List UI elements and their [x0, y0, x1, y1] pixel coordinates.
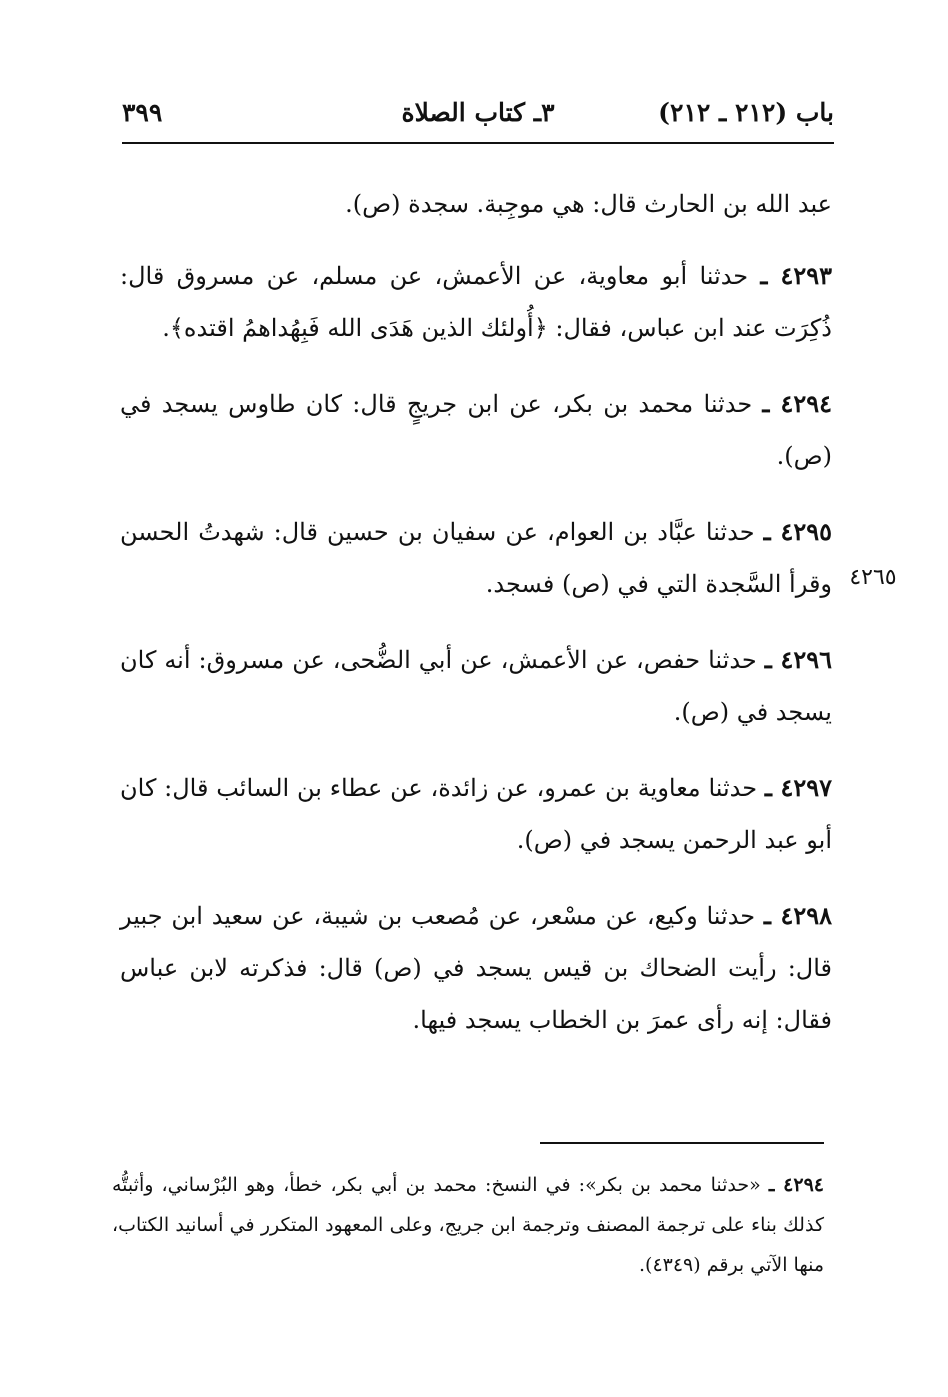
margin-number: ٤٢٦٥ [849, 565, 897, 590]
hadith-paragraph [120, 378, 832, 482]
hadith-number: ٤٢٩٣ ـ [760, 261, 833, 290]
page-number: ٣٩٩ [122, 98, 163, 127]
hadith-paragraph [120, 890, 832, 1046]
hadith-text: حدثنا أبو معاوية، عن الأعمش، عن مسلم، عن مسروق قال: ذُكِرَت عند ابن عباس، فقال: ﴿أُولئك الذين هَدَى الله فَبِهُداهمُ اقتده﴾. [120, 262, 832, 342]
footnote-number: ٤٢٩٤ ـ [768, 1174, 824, 1196]
footnote-separator [540, 1142, 824, 1144]
hadith-paragraph [120, 634, 832, 738]
paragraph-text: عبد الله بن الحارث قال: هي موجِبة. سجدة (ص). [345, 190, 832, 218]
hadith-text: حدثنا حفص، عن الأعمش، عن أبي الضُّحى، عن مسروق: أنه كان يسجد في (ص). [120, 646, 832, 726]
hadith-text: حدثنا عبَّاد بن العوام، عن سفيان بن حسين قال: شهدتُ الحسن وقرأ السَّجدة التي في (ص) فسجد. [120, 518, 832, 598]
book-title: ٣ـ كتاب الصلاة [401, 98, 555, 127]
hadith-number: ٤٢٩٨ ـ [763, 901, 832, 930]
hadith-paragraph [120, 250, 832, 354]
main-text [120, 178, 832, 1070]
hadith-text: حدثنا وكيع، عن مسْعر، عن مُصعب بن شيبة، عن سعيد ابن جبير قال: رأيت الضحاك بن قيس يسجد في (ص) قال: فذكرته لابن عباس فقال: إنه رأى عمرَ بن الخطاب يسجد فيها. [120, 902, 832, 1034]
paragraph [120, 178, 832, 230]
hadith-number: ٤٢٩٧ ـ [764, 773, 833, 802]
hadith-text: حدثنا معاوية بن عمرو، عن زائدة، عن عطاء بن السائب قال: كان أبو عبد الرحمن يسجد في (ص). [120, 774, 832, 854]
hadith-number: ٤٢٩٦ ـ [764, 645, 832, 674]
chapter-title: باب (٢١٢ ـ ٢١٢) [658, 98, 834, 127]
hadith-number: ٤٢٩٥ ـ [763, 517, 832, 546]
page-header [122, 94, 834, 144]
hadith-number: ٤٢٩٤ ـ [762, 389, 832, 418]
hadith-paragraph [120, 506, 832, 610]
footnote [112, 1165, 824, 1285]
hadith-text: حدثنا محمد بن بكر، عن ابن جريجٍ قال: كان طاوس يسجد في (ص). [120, 390, 832, 470]
hadith-paragraph [120, 762, 832, 866]
footnote-text: «حدثنا محمد بن بكر»: في النسخ: محمد بن أبي بكر، خطأ، وهو البُرْساني، وأثبتُّه كذلك بناء على ترجمة المصنف وترجمة ابن جريج، وعلى المعهود المتكرر في أسانيد الكتاب، منها الآتي برقم (٤٣٤٩). [112, 1174, 824, 1276]
